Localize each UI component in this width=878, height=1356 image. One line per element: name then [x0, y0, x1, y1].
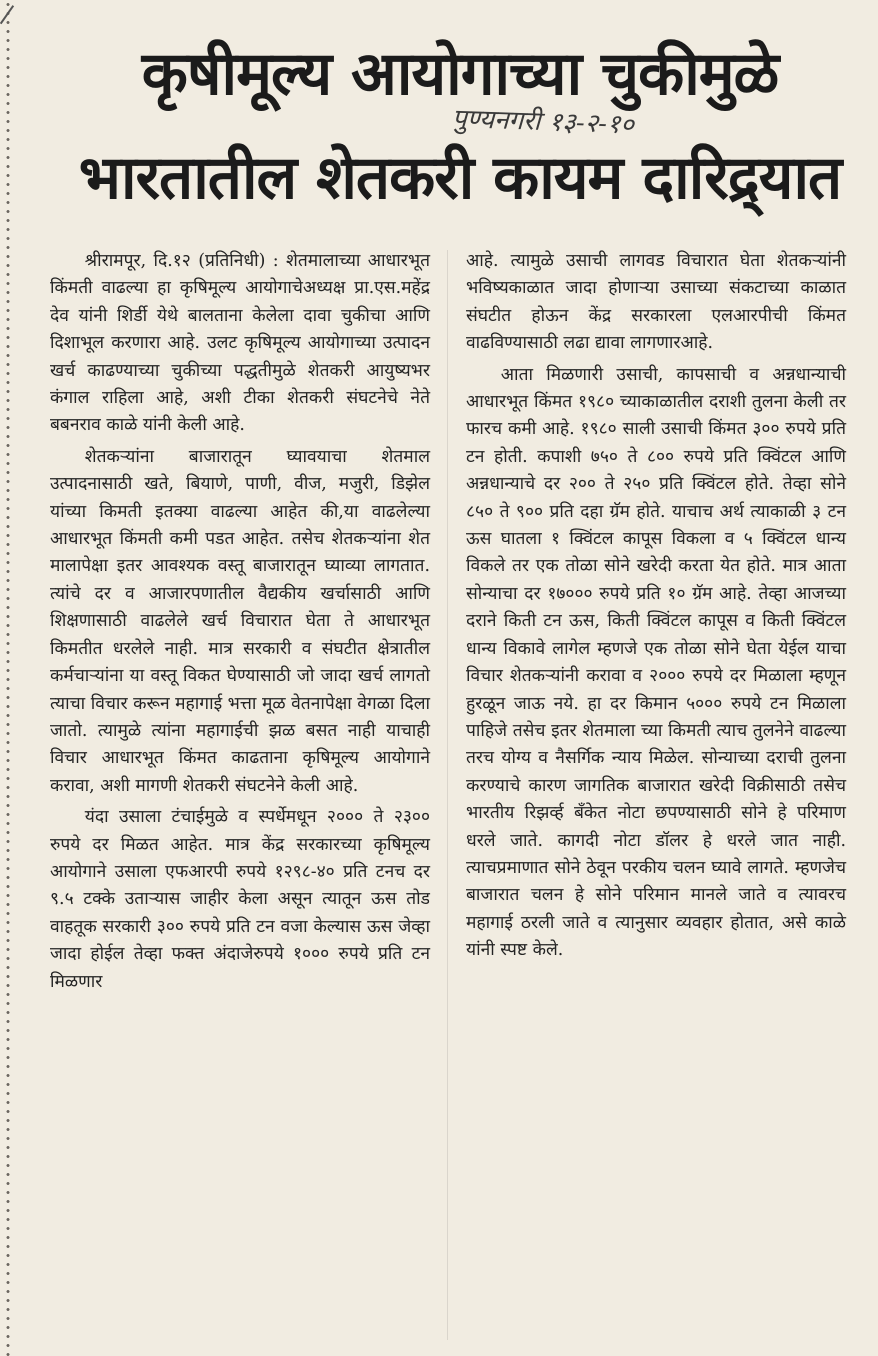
- paragraph: यंदा उसाला टंचाईमुळे व स्पर्धेमधून २००० ते २३०० रुपये दर मिळत आहेत. मात्र केंद्र सरकारच्या कृषिमूल्य आयोगाने उसाला एफआरपी रुपये १२९८-४० प्रति टनच दर ९.५ टक्के उताऱ्यास जाहीर केला असून त्यातून ऊस तोड वाहतूक सरकारी ३०० रुपये प्रति टन वजा केल्यास ऊस जेव्हा जादा होईल तेव्हा फक्त अंदाजेरुपये १००० रुपये प्रति टन मिळणार: [50, 807, 430, 992]
- handwritten-date-note: पुण्यनगरी १३-२-१०: [451, 103, 635, 141]
- corner-pen-mark: [0, 5, 32, 37]
- article-left-column: [50, 248, 430, 1000]
- paragraph: शेतकऱ्यांना बाजारातून घ्यावयाचा शेतमाल उत्पादनासाठी खते, बियाणे, पाणी, वीज, मजुरी, डिझेल यांच्या किमती इतक्या वाढल्या आहेत की,या वाढलेल्या आधारभूत किंमती कमी पडत आहेत. तसेच शेतकऱ्यांना शेत मालापेक्षा इतर आवश्यक वस्तू बाजारातून घ्याव्या लागतात. त्यांचे दर व आजारपणातील वैद्यकीय खर्चासाठी आणि शिक्षणासाठी वाढलेले खर्च विचारात घेता ते आधारभूत किमतीत धरलेले नाही. मात्र सरकारी व संघटीत क्षेत्रातील कर्मचाऱ्यांना या वस्तू विकत घेण्यासाठी जो जादा खर्च लागतो त्याचा विचार करून महागाई भत्ता मूळ वेतनापेक्षा वेगळा दिला जातो. त्यामुळे त्यांना महागाईची झळ बसत नाही याचाही विचार आधारभूत किंमत काढताना कृषिमूल्य आयोगाने करावा, अशी मागणी शेतकरी संघटनेने केली आहे.: [50, 446, 430, 796]
- perforated-edge: [6, 0, 10, 1356]
- paragraph: आहे. त्यामुळे उसाची लागवड विचारात घेता शेतकऱ्यांनी भविष्यकाळात जादा होणाऱ्या उसाच्या संकटाच्या काळात संघटीत होऊन केंद्र सरकारला एलआरपीची किंमत वाढविण्यासाठी लढा द्यावा लागणारआहे.: [466, 251, 846, 354]
- headline-line-1: कृषीमूल्य आयोगाच्या चुकीमुळे: [141, 39, 779, 109]
- paragraph: श्रीरामपूर, दि.१२ (प्रतिनिधी) : शेतमालाच्या आधारभूत किंमती वाढल्या हा कृषिमूल्य आयोगाचेअध्यक्ष प्रा.एस.महेंद्र देव यांनी शिर्डी येथे बालताना केलेला दावा चुकीचा आणि दिशाभूल करणारा आहे. उलट कृषिमूल्य आयोगाच्या उत्पादन खर्च काढण्याच्या चुकीच्या पद्धतीमुळे शेतकरी आयुष्यभर कंगाल राहिला आहे, अशी टीका शेतकरी संघटनेचे नेते बबनराव काळे यांनी केली आहे.: [50, 251, 430, 436]
- headline-line-2: भारतातील शेतकरी कायम दारिद्र्यात: [78, 143, 842, 213]
- article-right-column: [466, 248, 846, 969]
- column-divider: [447, 250, 448, 1340]
- paragraph: आता मिळणारी उसाची, कापसाची व अन्नधान्याची आधारभूत किंमत १९८० च्याकाळातील दराशी तुलना केली तर फारच कमी आहे. १९८० साली उसाची किंमत ३०० रुपये प्रति टन होती. कपाशी ७५० ते ८०० रुपये प्रति क्विंटल आणि अन्नधान्याचे दर २०० ते २५० प्रति क्विंटल होते. तेव्हा सोने ८५० ते ९०० प्रति दहा ग्रॅम होते. याचाच अर्थ त्याकाळी ३ टन ऊस घातला १ क्विंटल कापूस विकला व ५ क्विंटल धान्य विकले तर एक तोळा सोने खरेदी करता येत होते. मात्र आता सोन्याचा दर १७००० रुपये प्रति १० ग्रॅम आहे. तेव्हा आजच्या दराने किती टन ऊस, किती क्विंटल कापूस व किती क्विंटल धान्य विकावे लागेल म्हणजे एक तोळा सोने घेता येईल याचा विचार शेतकऱ्यांनी करावा व २००० रुपये दर मिळाला म्हणून हुरळून जाऊ नये. हा दर किमान ५००० रुपये टन मिळाला पाहिजे तसेच इतर शेतमाला च्या किमती त्याच तुलनेने वाढल्या तरच योग्य व नैसर्गिक न्याय मिळेल. सोन्याच्या दराची तुलना करण्याचे कारण जागतिक बाजारात खरेदी विक्रीसाठी तसेच भारतीय रिझर्व्ह बँकेत नोटा छपण्यासाठी सोने हे परिमाण धरले जाते. कागदी नोटा डॉलर हे धरले जात नाही. त्याचप्रमाणात सोने ठेवून परकीय चलन घ्यावे लागते. म्हणजेच बाजारात चलन हे सोने परिमान मानले जाते व त्यावरच महागाई ठरली जाते व त्यानुसार व्यवहार होतात, असे काळे यांनी स्पष्ट केले.: [466, 364, 846, 961]
